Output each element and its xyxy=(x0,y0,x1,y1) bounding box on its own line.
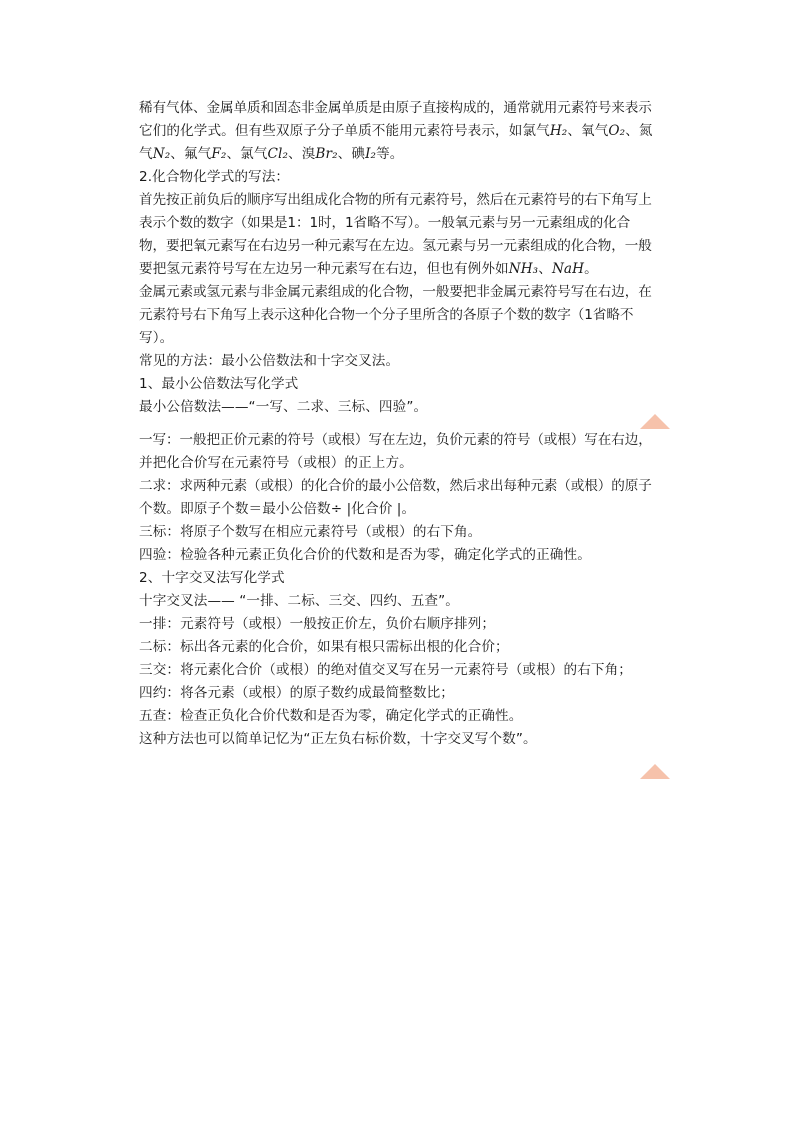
section-heading: 2.化合物化学式的写法： xyxy=(139,169,290,185)
methods-line: 常见的方法：最小公倍数法和十字交叉法。 xyxy=(139,353,400,369)
paragraph-line xyxy=(139,258,679,281)
lcm-step: 一写：一般把正价元素的符号（或根）写在左边，负价元素的符号（或根）写在右边， xyxy=(139,432,652,448)
intro-sep: 、溴 xyxy=(288,146,316,162)
cross-step: 一排：元素符号（或根）一般按正价左，负价右顺序排列； xyxy=(139,616,496,632)
paragraph-line: 表示个数的数字（如果是1：1时，1省略不写）。一般氧元素与另一元素组成的化合 xyxy=(139,215,631,231)
spacer xyxy=(139,419,679,429)
cross-summary: 十字交叉法—— “一排、二标、三交、四约、五查”。 xyxy=(139,593,459,609)
document-body xyxy=(139,97,679,751)
intro-sep: 、氟气 xyxy=(170,146,212,162)
paragraph-end: 。 xyxy=(584,261,598,277)
intro-line-1: 稀有气体、金属单质和固态非金属单质是由原子直接构成的，通常就用元素符号来表示 xyxy=(139,100,652,116)
cross-mnemonic: 这种方法也可以简单记忆为“正左负右标价数，十字交叉写个数”。 xyxy=(139,731,537,747)
paragraph-text: 要把氢元素符号写在左边另一种元素写在右边，但也有例外如 xyxy=(139,261,509,277)
intro-sep: 、碘 xyxy=(337,146,366,162)
intro-end: 等。 xyxy=(376,146,404,162)
formula-br2: Br₂ xyxy=(315,146,338,162)
intro-sep: 、氧气 xyxy=(567,123,609,139)
cross-heading: 2、十字交叉法写化学式 xyxy=(139,570,285,586)
paragraph-line: 金属元素或氢元素与非金属元素组成的化合物，一般要把非金属元素符号写在右边，在 xyxy=(139,284,652,300)
lcm-step: 个数。即原子个数＝最小公倍数÷ |化合价 |。 xyxy=(139,501,416,517)
intro-sep: 、氮 xyxy=(625,123,653,139)
formula-nh3: NH₃ xyxy=(508,261,539,277)
lcm-summary: 最小公倍数法——“一写、二求、三标、四验”。 xyxy=(139,399,428,415)
intro-line-2 xyxy=(139,120,679,143)
intro-line-2-text: 它们的化学式。但有些双原子分子单质不能用元素符号表示，如氯气 xyxy=(139,123,550,139)
cross-step: 四约：将各元素（或根）的原子数约成最简整数比； xyxy=(139,685,454,701)
lcm-step: 四验：检验各种元素正负化合价的代数和是否为零，确定化学式的正确性。 xyxy=(139,547,591,563)
paragraph-sep: 、 xyxy=(538,261,552,277)
paragraph-line: 写）。 xyxy=(139,330,174,346)
formula-o2: O₂ xyxy=(608,123,626,139)
lcm-step: 二求：求两种元素（或根）的化合价的最小公倍数，然后求出每种元素（或根）的原子 xyxy=(139,478,652,494)
formula-cl2: Cl₂ xyxy=(267,146,289,162)
lcm-heading: 1、最小公倍数法写化学式 xyxy=(139,376,299,392)
paragraph-line: 物，要把氧元素写在右边另一种元素写在左边。氢元素与另一元素组成的化合物，一般 xyxy=(139,238,652,254)
intro-line-3-prefix: 气 xyxy=(139,146,153,162)
triangle-decoration-icon xyxy=(640,414,670,429)
triangle-decoration-icon xyxy=(640,764,670,779)
paragraph-line: 首先按正前负后的顺序写出组成化合物的所有元素符号，然后在元素符号的右下角写上 xyxy=(139,192,652,208)
formula-n2: N₂ xyxy=(152,146,171,162)
intro-line-3 xyxy=(139,143,679,166)
formula-nah: NaH xyxy=(551,261,585,277)
cross-step: 三交：将元素化合价（或根）的绝对值交叉写在另一元素符号（或根）的右下角； xyxy=(139,662,632,678)
formula-i2: I₂ xyxy=(365,146,377,162)
paragraph-line: 元素符号右下角写上表示这种化合物一个分子里所含的各原子个数的数字（1省略不 xyxy=(139,307,634,323)
cross-step: 五查：检查正负化合价代数和是否为零，确定化学式的正确性。 xyxy=(139,708,523,724)
intro-sep: 、氯气 xyxy=(226,146,268,162)
formula-f2: F₂ xyxy=(211,146,227,162)
cross-step: 二标：标出各元素的化合价，如果有根只需标出根的化合价； xyxy=(139,639,509,655)
formula-h2: H₂ xyxy=(549,123,568,139)
lcm-step: 并把化合价写在元素符号（或根）的正上方。 xyxy=(139,455,413,471)
lcm-step: 三标：将原子个数写在相应元素符号（或根）的右下角。 xyxy=(139,524,482,540)
